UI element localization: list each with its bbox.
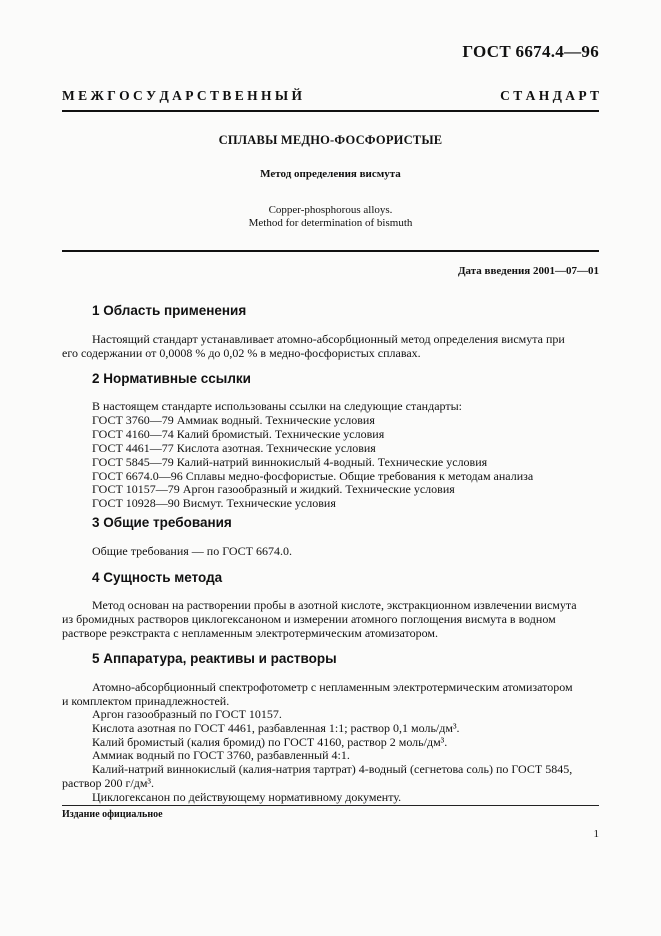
section-text-line: Аммиак водный по ГОСТ 3760, разбавленный 4:1. [92,748,350,762]
section-text-line: Калий-натрий виннокислый (калия-натрия тартрат) 4-водный (сегнетова соль) по ГОСТ 5845, [92,762,573,776]
section-text-line: Атомно-абсорбционный спектрофотометр с непламенным электротермическим атомизатором [92,680,573,694]
section-text-line: из бромидных растворов циклогексаноном и измерении атомного поглощения висмута в водном [62,612,556,626]
section-text-line: Метод основан на растворении пробы в азотной кислоте, экстракционном извлечении висмута [92,598,577,612]
english-title-line-1: Copper-phosphorous alloys. [268,204,393,216]
section-heading-apparatus: 5 Аппаратура, реактивы и растворы [92,651,337,666]
document-title: СПЛАВЫ МЕДНО-ФОСФОРИСТЫЕ [218,133,443,147]
section-text-line: и комплектом принадлежностей. [62,694,230,708]
section-text-line: раствор 200 г/дм³. [62,776,155,790]
reference-item: ГОСТ 5845—79 Калий-натрий виннокислый 4-водный. Технические условия [92,455,488,469]
footer-rule [62,805,599,806]
section-heading-general: 3 Общие требования [92,515,232,530]
top-rule [62,110,599,112]
reference-item: ГОСТ 6674.0—96 Сплавы медно-фосфористые. Общие требования к методам анализа [92,469,534,483]
title-rule [62,250,599,252]
section-text-line: Калий бромистый (калия бромид) по ГОСТ 4160, раствор 2 моль/дм³. [92,735,448,749]
section-text-line: Кислота азотная по ГОСТ 4461, разбавленная 1:1; раствор 0,1 моль/дм³. [92,721,460,735]
reference-item: ГОСТ 4461—77 Кислота азотная. Технические условия [92,441,376,455]
gost-number: ГОСТ 6674.4—96 [462,42,599,61]
banner-word-interstate: М Е Ж Г О С У Д А Р С Т В Е Н Н Ы Й [62,88,303,103]
introduction-date: Дата введения 2001—07—01 [457,265,599,277]
section-text-line: Настоящий стандарт устанавливает атомно-абсорбционный метод определения висмута при [92,332,565,346]
reference-item: ГОСТ 10928—90 Висмут. Технические условия [92,496,336,510]
section-heading-scope: 1 Область применения [92,303,247,318]
references-lead: В настоящем стандарте использованы ссылки на следующие стандарты: [92,399,463,413]
reference-item: ГОСТ 3760—79 Аммиак водный. Технические условия [92,413,375,427]
section-heading-method-essence: 4 Сущность метода [92,570,223,585]
standard-banner [62,88,599,104]
section-text-line: его содержании от 0,0008 % до 0,02 % в медно-фосфористых сплавах. [62,346,421,360]
english-title-line-2: Method for determination of bismuth [248,217,413,229]
section-text-line: Общие требования — по ГОСТ 6674.0. [92,544,292,558]
section-text-line: Аргон газообразный по ГОСТ 10157. [92,707,282,721]
section-text-line: Циклогексанон по действующему нормативному документу. [92,790,402,804]
section-text-line: растворе реэкстракта с непламенным электротермическим атомизатором. [62,626,438,640]
reference-item: ГОСТ 10157—79 Аргон газообразный и жидкий. Технические условия [92,482,455,496]
section-heading-references: 2 Нормативные ссылки [92,371,251,386]
document-subtitle: Метод определения висмута [260,168,401,180]
official-edition-label: Издание официальное [62,809,163,820]
banner-word-standard: С Т А Н Д А Р Т [500,88,599,103]
page-number: 1 [593,828,599,840]
reference-item: ГОСТ 4160—74 Калий бромистый. Технические условия [92,427,385,441]
